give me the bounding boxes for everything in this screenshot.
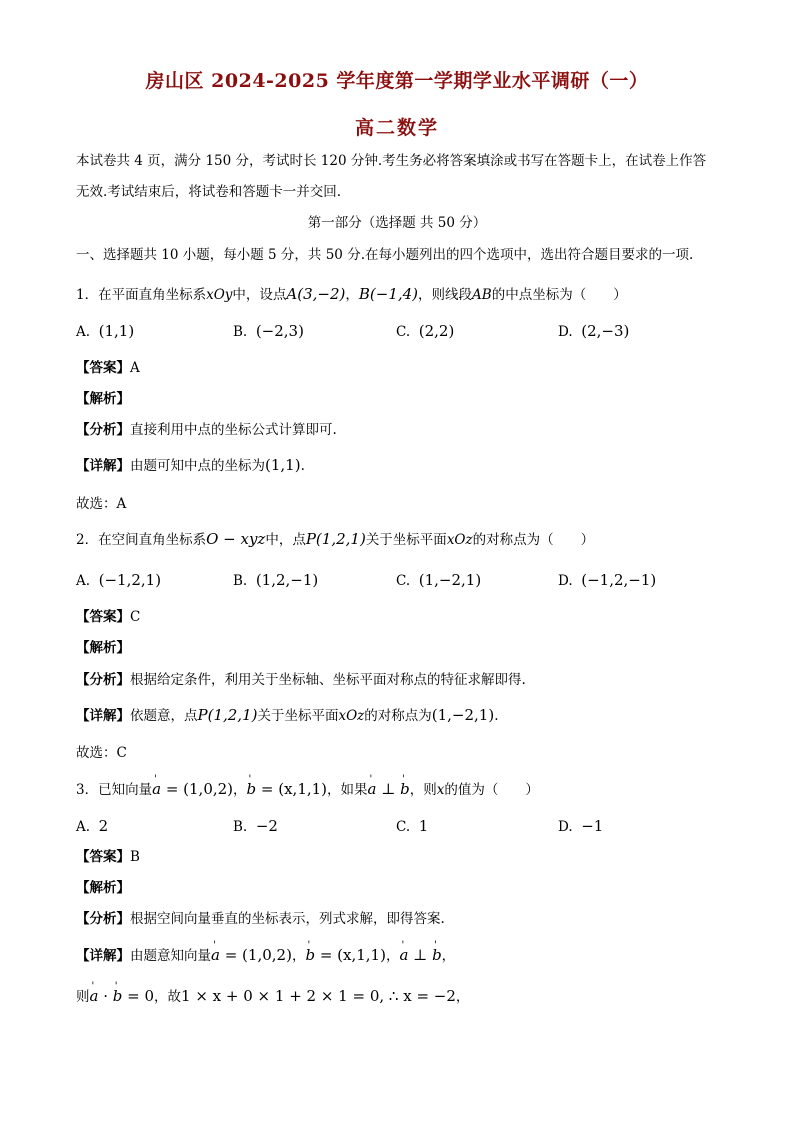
q1-answer: 【答案】A — [76, 360, 140, 376]
q1-option-d: D. (2,−3) — [558, 322, 630, 340]
q1-option-c: C. (2,2) — [396, 322, 455, 340]
q3-fenxi: 【分析】根据空间向量垂直的坐标表示，列式求解，即得答案. — [76, 911, 445, 927]
q3-option-d: D. −1 — [558, 817, 604, 835]
q2-fenxi: 【分析】根据给定条件，利用关于坐标轴、坐标平面对称点的特征求解即得. — [76, 672, 526, 688]
q1-analysis-tag: 【解析】 — [76, 391, 130, 407]
q1-option-b: B. (−2,3) — [233, 322, 304, 340]
question-3-stem: 3．已知向量' a = (1,0,2)，' b = (x,1,1)，如果' a ⊥ ' b，则x的值为（ ） — [76, 780, 539, 799]
q1-option-a: A. (1,1) — [76, 322, 135, 340]
q2-choice: 故选：C — [76, 745, 127, 761]
intro-line-2: 无效.考试结束后，将试卷和答题卡一并交回. — [76, 184, 342, 200]
question-1-stem: 1．在平面直角坐标系xOy中，设点A(3,−2)，B(−1,4)，则线段AB的中点坐标为（ ） — [76, 285, 627, 303]
q3-option-b: B. −2 — [233, 817, 278, 835]
q1-detail: 【详解】由题可知中点的坐标为(1,1). — [76, 456, 305, 474]
q3-option-c: C. 1 — [396, 817, 429, 835]
q2-option-d: D. (−1,2,−1) — [558, 571, 657, 589]
q2-option-a: A. (−1,2,1) — [76, 571, 162, 589]
q2-option-c: C. (1,−2,1) — [396, 571, 482, 589]
page-subtitle: 高二数学 — [354, 117, 439, 139]
q2-answer: 【答案】C — [76, 609, 141, 625]
part-heading: 第一部分（选择题 共 50 分） — [307, 215, 487, 231]
q1-fenxi: 【分析】直接利用中点的坐标公式计算即可. — [76, 422, 337, 438]
question-2-stem: 2．在空间直角坐标系O − xyz中，点P(1,2,1)关于坐标平面xOz的对称点为（ ） — [76, 530, 595, 548]
q3-answer: 【答案】B — [76, 849, 140, 865]
q3-analysis-tag: 【解析】 — [76, 880, 130, 896]
q1-choice: 故选：A — [76, 496, 127, 512]
q2-detail: 【详解】依题意，点P(1,2,1)关于坐标平面xOz的对称点为(1,−2,1). — [76, 706, 499, 724]
q2-option-b: B. (1,2,−1) — [233, 571, 319, 589]
q2-analysis-tag: 【解析】 — [76, 640, 130, 656]
q3-detail-calc: 则' a · ' b = 0，故1 × x + 0 × 1 + 2 × 1 = 0, ∴ x = −2， — [76, 987, 469, 1006]
q3-option-a: A. 2 — [76, 817, 109, 835]
intro-line-1: 本试卷共 4 页，满分 150 分，考试时长 120 分钟.考生务必将答案填涂或书写在答题卡上，在试卷上作答 — [76, 153, 707, 169]
q3-detail: 【详解】由题意知向量' a = (1,0,2)，' b = (x,1,1)，' a ⊥ ' b， — [76, 946, 455, 965]
page-title: 房山区 2024-2025 学年度第一学期学业水平调研（一） — [145, 70, 649, 92]
section-instruction: 一、选择题共 10 小题，每小题 5 分，共 50 分.在每小题列出的四个选项中，选出符合题目要求的一项. — [76, 247, 694, 263]
